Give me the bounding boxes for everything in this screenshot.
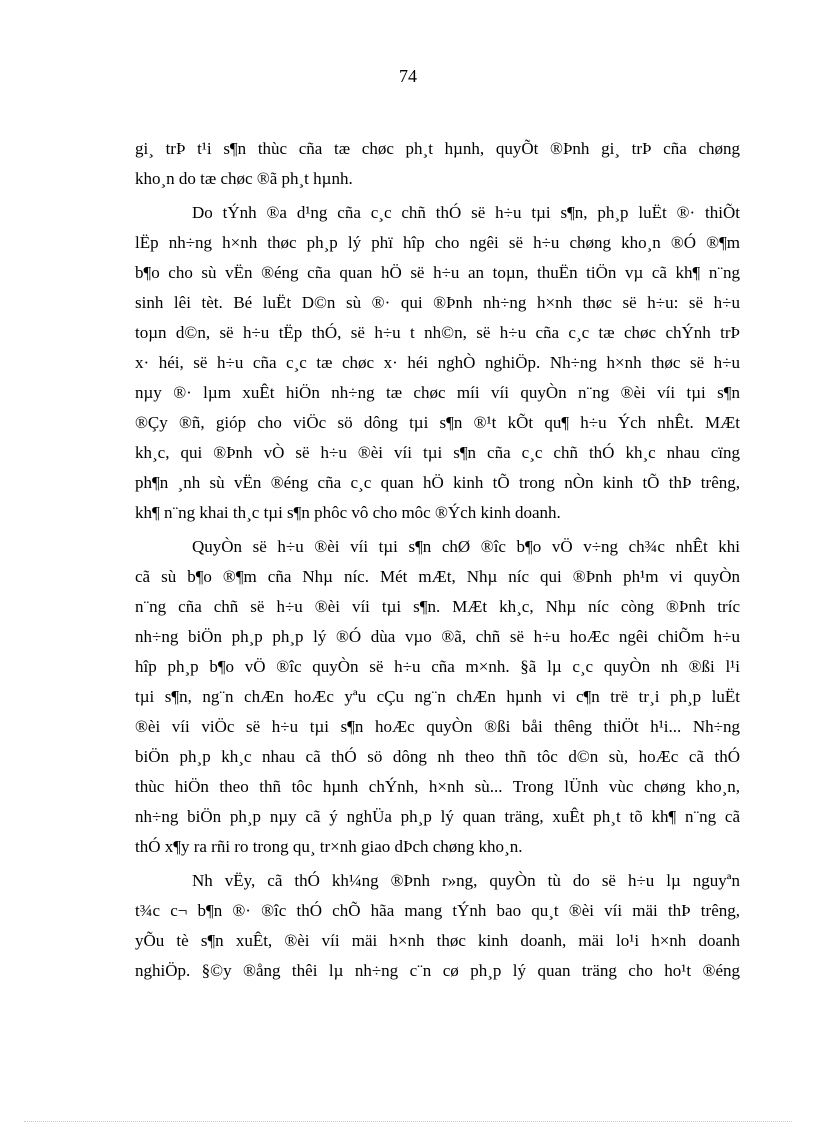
text-line: hîp ph¸p b¶o vÖ ®îc quyÒn së h÷u cña m×nh. §ã lµ c¸c quyÒn nh ®ßi l¹i	[135, 657, 740, 676]
text-line: nghiÖp. §©y ®ång thêi lµ nh÷ng c¨n cø ph¸p lý quan träng cho ho¹t ®éng	[135, 961, 740, 980]
text-line: nh÷ng biÖn ph¸p nµy cã ý nghÜa ph¸p lý quan träng, xuÊt ph¸t tõ kh¶ n¨ng cã	[135, 807, 740, 826]
text-line: biÖn ph¸p kh¸c nhau cã thÓ sö dông nh theo thñ tôc d©n sù, hoÆc cã thÓ	[135, 747, 740, 766]
text-line: QuyÒn së h÷u ®èi víi tµi s¶n chØ ®îc b¶o vÖ v÷ng ch¾c nhÊt khi	[192, 537, 740, 556]
text-line: Nh vËy, cã thÓ kh¼ng ®Þnh r»ng, quyÒn tù do së h÷u lµ nguyªn	[192, 871, 740, 890]
paragraph-4	[135, 866, 740, 986]
body-text	[135, 134, 740, 986]
text-line: x· héi, së h÷u cña c¸c tæ chøc x· héi nghÒ nghiÖp. Nh÷ng h×nh thøc së h÷u	[135, 353, 740, 372]
text-line: sinh lêi tèt. Bé luËt D©n sù ®· qui ®Þnh nh÷ng h×nh thøc së h÷u: së h÷u	[135, 293, 740, 312]
text-line: tµi s¶n, ng¨n chÆn hoÆc yªu cÇu ng¨n chÆn hµnh vi c¶n trë tr¸i ph¸p luËt	[135, 687, 740, 706]
paragraph-1	[135, 134, 740, 194]
text-line: ®èi víi viÖc së h÷u tµi s¶n hoÆc quyÒn ®ßi båi thêng thiÖt h¹i... Nh÷ng	[135, 717, 740, 736]
text-line: yÕu tè s¶n xuÊt, ®èi víi mäi h×nh thøc kinh doanh, mäi lo¹i h×nh doanh	[135, 931, 740, 950]
text-line: n¨ng cña chñ së h÷u ®èi víi tµi s¶n. MÆt kh¸c, Nhµ níc còng ®Þnh tríc	[135, 597, 740, 616]
page-bottom-edge	[24, 1121, 792, 1122]
text-line: Do tÝnh ®a d¹ng cña c¸c chñ thÓ së h÷u tµi s¶n, ph¸p luËt ®· thiÕt	[192, 203, 740, 222]
paragraph-3	[135, 532, 740, 862]
text-line: lËp nh÷ng h×nh thøc ph¸p lý phï hîp cho ngêi së h÷u chøng kho¸n ®Ó ®¶m	[135, 233, 740, 252]
text-line: thùc hiÖn theo thñ tôc hµnh chÝnh, h×nh sù... Trong lÜnh vùc chøng kho¸n,	[135, 777, 740, 796]
text-line: b¶o cho sù vËn ®éng cña quan hÖ së h÷u an toµn, thuËn tiÖn vµ cã kh¶ n¨ng	[135, 263, 740, 282]
text-line: ph¶n ¸nh sù vËn ®éng cña c¸c quan hÖ kinh tÕ trong nÒn kinh tÕ thÞ trêng,	[135, 473, 740, 492]
text-line: kh¸c, qui ®Þnh vÒ së h÷u ®èi víi tµi s¶n cña c¸c chñ thÓ kh¸c nhau cïng	[135, 443, 740, 462]
text-line: nh÷ng biÖn ph¸p ph¸p lý ®Ó dùa vµo ®ã, chñ së h÷u hoÆc ngêi chiÕm h÷u	[135, 627, 740, 646]
text-line: ®Çy ®ñ, gióp cho viÖc sö dông tµi s¶n ®¹t kÕt qu¶ h÷u Ých nhÊt. MÆt	[135, 413, 740, 432]
text-line: thÓ x¶y ra rñi ro trong qu¸ tr×nh giao dÞch chøng kho¸n.	[135, 837, 523, 856]
paragraph-2	[135, 198, 740, 528]
text-line: cã sù b¶o ®¶m cña Nhµ níc. Mét mÆt, Nhµ níc qui ®Þnh ph¹m vi quyÒn	[135, 567, 740, 586]
text-line: gi¸ trÞ t¹i s¶n thùc cña tæ chøc ph¸t hµnh, quyÕt ®Þnh gi¸ trÞ cña chøng	[135, 139, 740, 158]
text-line: toµn d©n, së h÷u tËp thÓ, së h÷u t nh©n, së h÷u cña c¸c tæ chøc chÝnh trÞ	[135, 323, 740, 342]
text-line: kh¶ n¨ng khai th¸c tµi s¶n phôc vô cho môc ®Ých kinh doanh.	[135, 503, 561, 522]
page-number: 74	[399, 66, 417, 86]
text-line: t¾c c¬ b¶n ®· ®îc thÓ chÕ hãa mang tÝnh bao qu¸t ®èi víi mäi thÞ trêng,	[135, 901, 740, 920]
text-line: nµy ®· lµm xuÊt hiÖn nh÷ng tæ chøc míi víi quyÒn n¨ng ®èi víi tµi s¶n	[135, 383, 740, 402]
text-line: kho¸n do tæ chøc ®ã ph¸t hµnh.	[135, 169, 353, 188]
